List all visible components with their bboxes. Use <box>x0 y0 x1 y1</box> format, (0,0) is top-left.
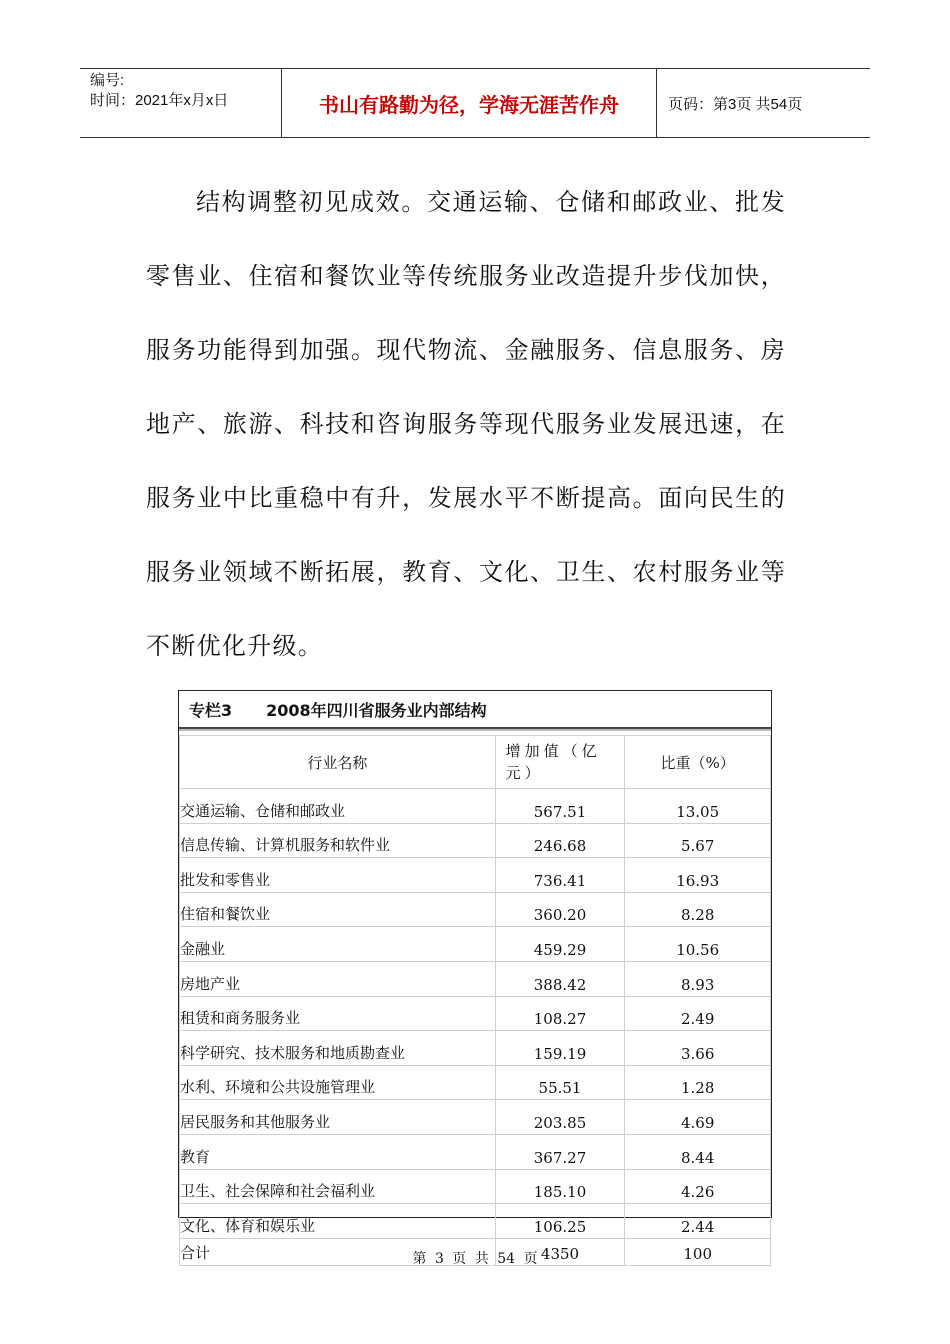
industry-name-cell: 卫生、社会保障和社会福利业 <box>180 1169 496 1204</box>
table-row <box>180 927 771 962</box>
share-cell: 4.69 <box>625 1100 771 1135</box>
industry-name-cell: 合计 <box>180 1238 496 1265</box>
value-cell: 567.51 <box>495 789 625 824</box>
value-cell: 360.20 <box>495 892 625 927</box>
share-cell: 2.44 <box>625 1204 771 1239</box>
value-cell: 246.68 <box>495 823 625 858</box>
page-footer: 第 3 页 共 54 页 <box>412 1251 538 1267</box>
table-row <box>180 1065 771 1100</box>
industry-name-cell: 租赁和商务服务业 <box>180 996 496 1031</box>
page-header <box>80 68 870 138</box>
share-cell: 8.28 <box>625 892 771 927</box>
share-cell: 13.05 <box>625 789 771 824</box>
body-paragraph <box>146 165 786 683</box>
value-cell: 185.10 <box>495 1169 625 1204</box>
table-row <box>180 1204 771 1239</box>
value-cell: 367.27 <box>495 1134 625 1169</box>
share-cell: 100 <box>625 1238 771 1265</box>
table-row <box>180 1031 771 1066</box>
header-slogan: 书山有路勤为径，学海无涯苦作舟 <box>282 69 657 137</box>
share-cell: 3.66 <box>625 1031 771 1066</box>
industry-name-cell: 居民服务和其他服务业 <box>180 1100 496 1135</box>
table-title: 2008年四川省服务业内部结构 <box>266 700 487 720</box>
value-cell: 388.42 <box>495 961 625 996</box>
share-cell: 1.28 <box>625 1065 771 1100</box>
table-row <box>180 789 771 824</box>
share-cell: 16.93 <box>625 858 771 893</box>
value-cell: 736.41 <box>495 858 625 893</box>
table-row <box>180 1134 771 1169</box>
industry-name-cell: 科学研究、技术服务和地质勘查业 <box>180 1031 496 1066</box>
value-cell: 203.85 <box>495 1100 625 1135</box>
value-cell: 159.19 <box>495 1031 625 1066</box>
table-row <box>180 1100 771 1135</box>
industry-name-cell: 批发和零售业 <box>180 858 496 893</box>
number-label: 编号: <box>90 72 125 89</box>
industry-name-cell: 住宿和餐饮业 <box>180 892 496 927</box>
share-cell: 8.44 <box>625 1134 771 1169</box>
table-row <box>180 996 771 1031</box>
industry-name-cell: 教育 <box>180 1134 496 1169</box>
industry-name-cell: 信息传输、计算机服务和软件业 <box>180 823 496 858</box>
value-cell: 459.29 <box>495 927 625 962</box>
share-cell: 8.93 <box>625 961 771 996</box>
industry-name-cell: 金融业 <box>180 927 496 962</box>
industry-name-cell: 房地产业 <box>180 961 496 996</box>
industry-name-cell: 交通运输、仓储和邮政业 <box>180 789 496 824</box>
value-cell: 108.27 <box>495 996 625 1031</box>
share-cell: 5.67 <box>625 823 771 858</box>
table-row <box>180 823 771 858</box>
paragraph-text: 结构调整初见成效。交通运输、仓储和邮政业、批发零售业、住宿和餐饮业等传统服务业改造提升步伐加快，服务功能得到加强。现代物流、金融服务、信息服务、房地产、旅游、科技和咨询服务等现代服务业发展迅速，在服务业中比重稳中有升，发展水平不断提高。面向民生的服务业领域不断拓展，教育、文化、卫生、农村服务业等不断优化升级。 <box>146 188 786 660</box>
industry-name-cell: 水利、环境和公共设施管理业 <box>180 1065 496 1100</box>
value-cell: 4350 <box>495 1238 625 1265</box>
table-header-row <box>180 736 771 789</box>
value-cell: 106.25 <box>495 1204 625 1239</box>
header-share: 比重（%） <box>625 736 771 789</box>
table-body <box>180 789 771 1266</box>
value-cell: 55.51 <box>495 1065 625 1100</box>
table-row <box>180 858 771 893</box>
header-page-info: 页码：第3页 共54页 <box>668 95 803 113</box>
box-title <box>179 691 771 729</box>
table-row <box>180 961 771 996</box>
share-cell: 4.26 <box>625 1169 771 1204</box>
share-cell: 10.56 <box>625 927 771 962</box>
header-industry: 行业名称 <box>180 736 496 789</box>
table-row <box>180 892 771 927</box>
share-cell: 2.49 <box>625 996 771 1031</box>
column-label: 专栏3 <box>189 700 233 720</box>
table-row <box>180 1169 771 1204</box>
header-meta <box>80 69 282 137</box>
time-label: 时间：2021年x月x日 <box>90 92 229 109</box>
header-value: 增加值（亿元） <box>495 736 625 789</box>
services-structure-table <box>179 735 771 1266</box>
industry-name-cell: 文化、体育和娱乐业 <box>180 1204 496 1239</box>
